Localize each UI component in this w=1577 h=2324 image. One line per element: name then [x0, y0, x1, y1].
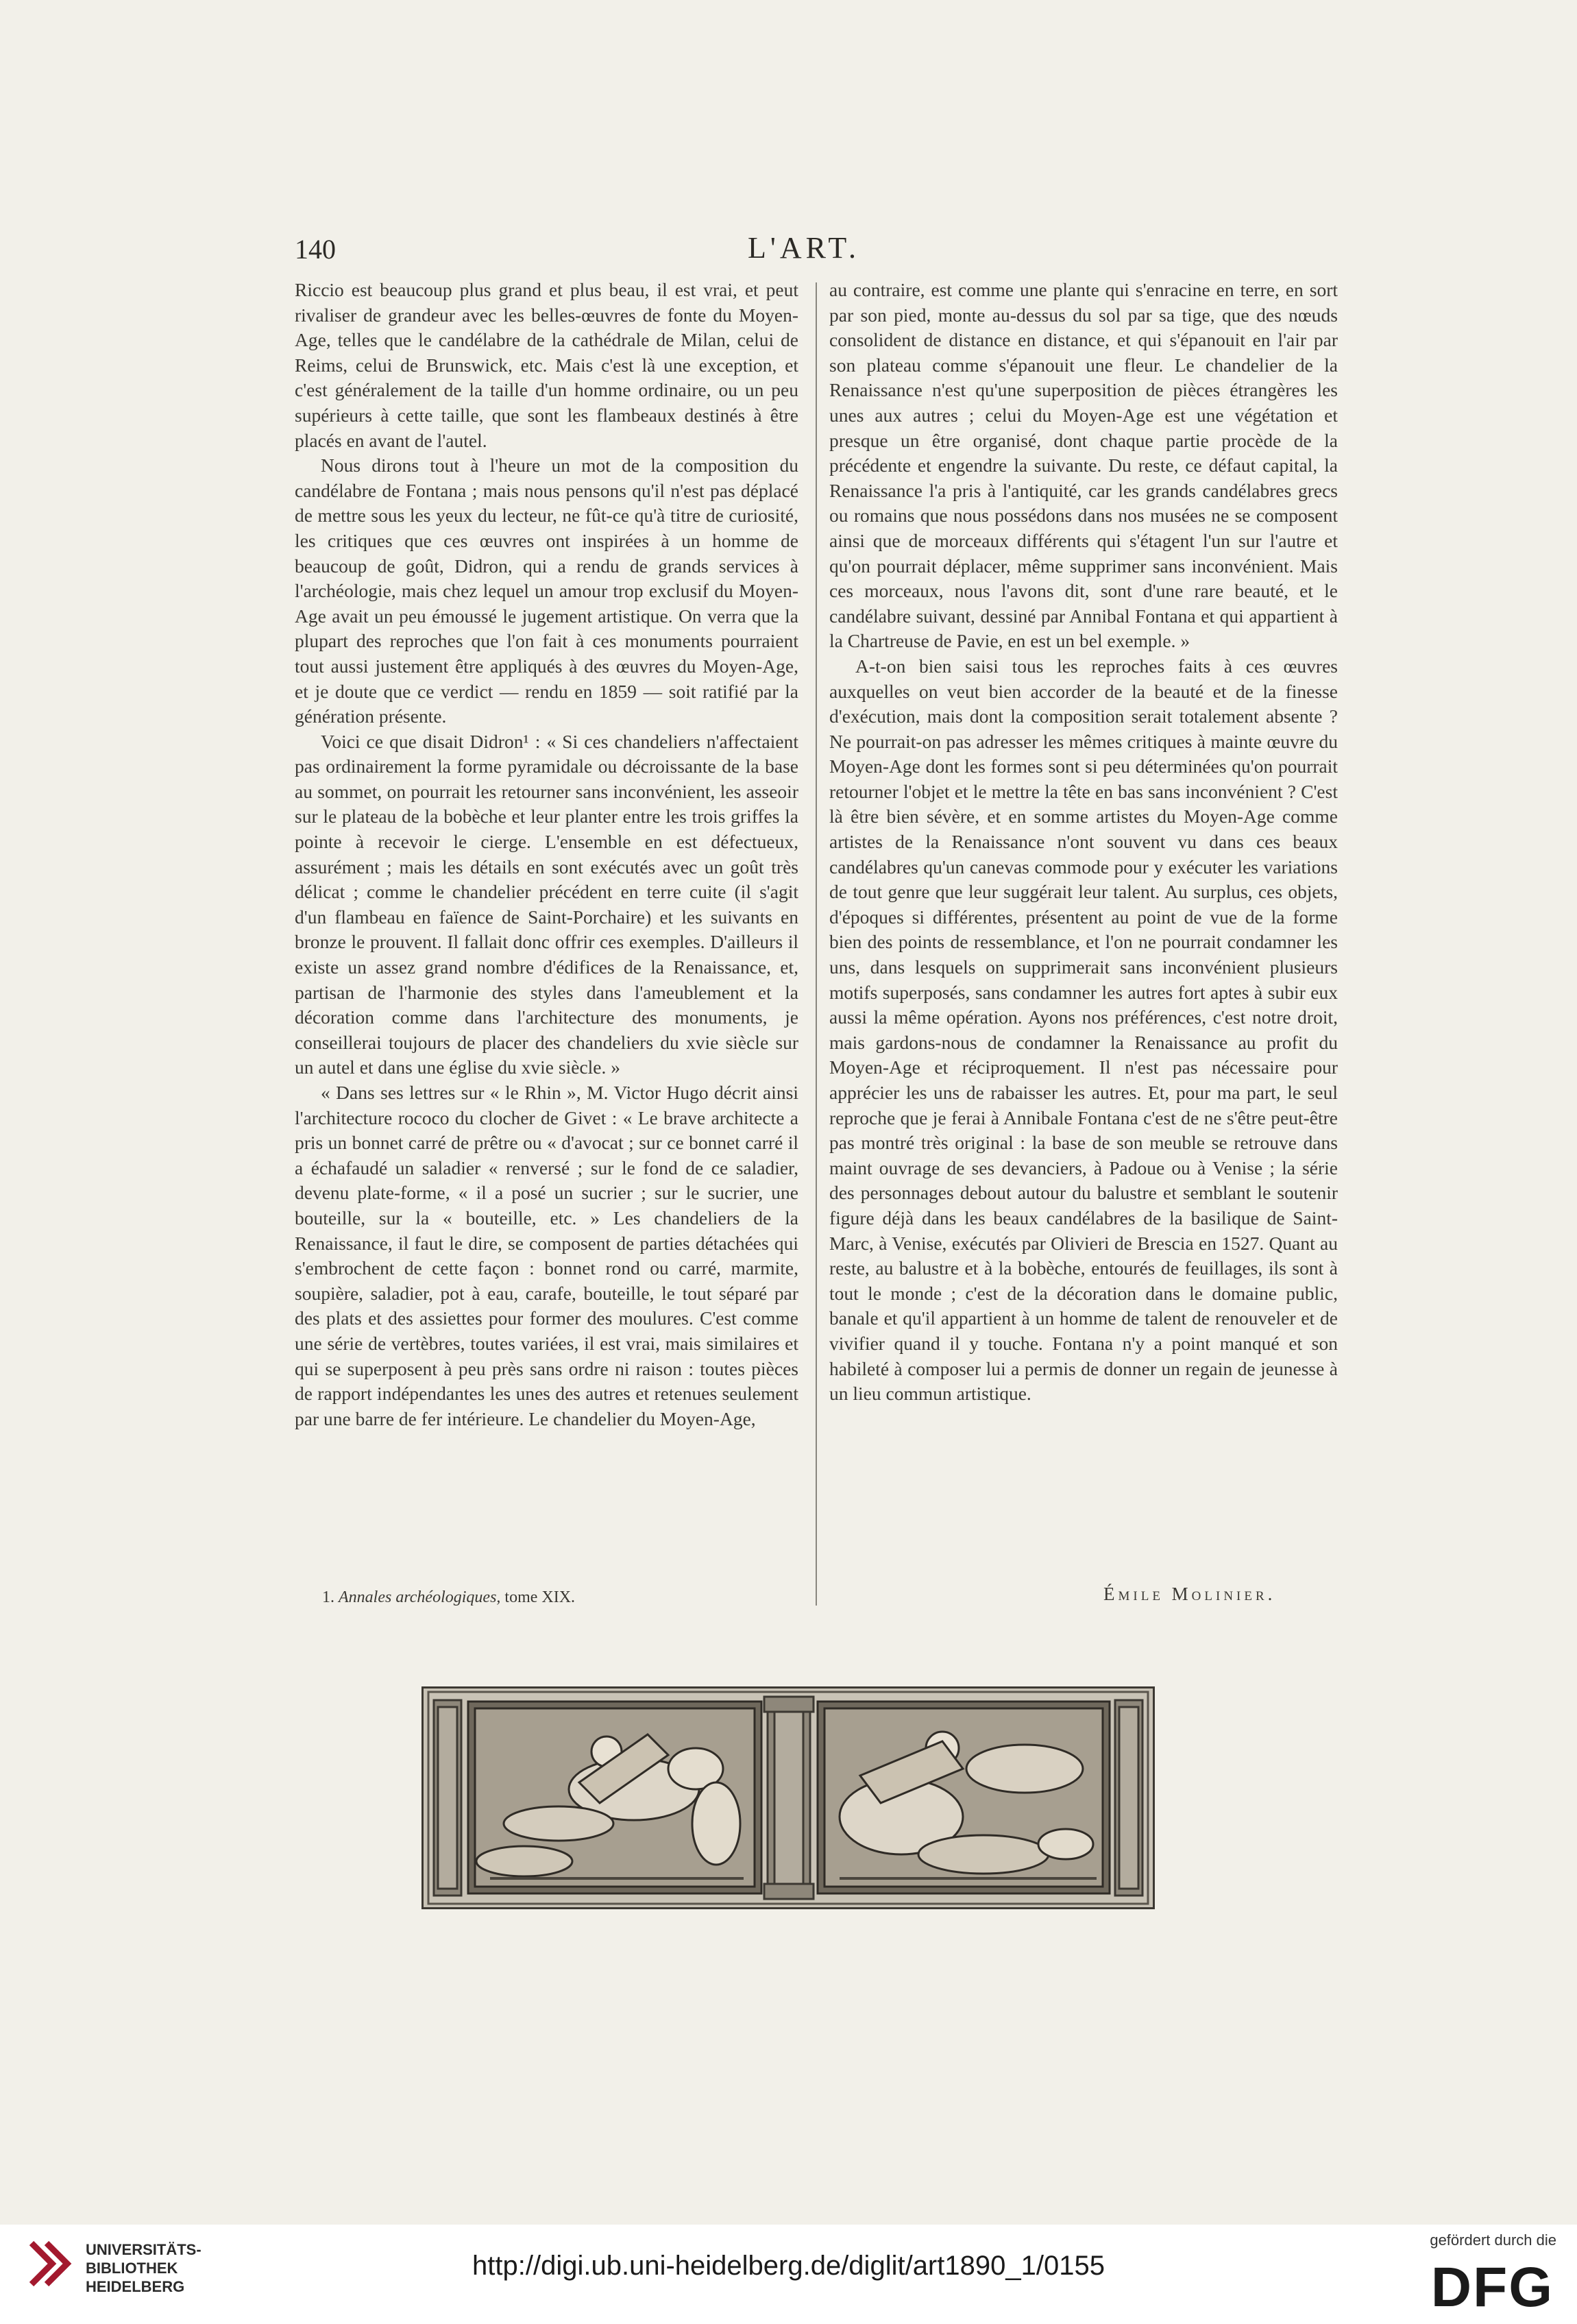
permalink-url[interactable]: http://digi.ub.uni-heidelberg.de/diglit/art1890_1/0155: [472, 2251, 1105, 2281]
left-panel: [468, 1702, 761, 1893]
left-column: [295, 278, 798, 1431]
author-signature: Émile Molinier.: [1103, 1584, 1276, 1604]
footnote: [322, 1588, 575, 1607]
left-pilaster: [434, 1700, 461, 1896]
column-divider: [816, 282, 817, 1606]
relief-engraving: [421, 1686, 1155, 1909]
right-pilaster: [1115, 1700, 1142, 1896]
footnote-rest: tome XIX.: [504, 1588, 576, 1606]
center-pilaster: [764, 1697, 814, 1899]
page-number: 140: [295, 234, 336, 265]
paragraph: Voici ce que disait Didron¹ : « Si ces chandeliers n'affectaient pas ordinairement la forme pyramidale ou décroissante de la base au sommet, on pourrait les retourner sans inconvénient, les asseoir sur le plateau de la bobèche et leur planter entre les trois griffes la pointe à recevoir le cierge. L'ensemble en est défectueux, assurément ; mais les détails en sont exécutés avec un goût très délicat ; comme le chandelier précédent en terre cuite (il s'agit d'un flambeau en faïence de Saint-Porchaire) et les suivants en bronze le prouvent. Il fallait donc offrir ces exemples. D'ailleurs il existe un assez grand nombre d'édifices de la Renaissance, et, partisan de l'harmonie des styles dans l'ameublement et la décoration comme dans l'architecture des monuments, je conseillerai toujours de placer des chandeliers du xvie siècle sur un autel et dans une église du xvie siècle. »: [295, 730, 798, 1078]
paragraph: Riccio est beaucoup plus grand et plus beau, il est vrai, et peut rivaliser de grandeur avec les belles-œuvres de fonte du Moyen-Age, telles que le candélabre de la cathédrale de Milan, celui de Reims, celui de Brunswick, etc. Mais c'est là une exception, et c'est généralement de la taille d'un homme ordinaire, ou un peu supérieurs à cette taille, que sont les flambeaux destinés à être placés en avant de l'autel.: [295, 279, 798, 451]
footnote-number: 1.: [322, 1588, 334, 1606]
right-column: [829, 278, 1338, 1407]
right-panel: [818, 1702, 1110, 1893]
dfg-logo: DFG: [1430, 2256, 1554, 2319]
paragraph: Nous dirons tout à l'heure un mot de la composition du candélabre de Fontana ; mais nous pensons qu'il n'est pas déplacé de mettre sous les yeux du lecteur, ne fût-ce qu'à titre de curiosité, les critiques que ces œuvres ont inspirées à un homme de beaucoup de goût, Didron, qui a rendu de grands services à l'archéologie, mais chez lequel un amour trop exclusif du Moyen-Age avait un peu émoussé le jugement artistique. On verra que la plupart des reproches que l'on fait à ces monuments pourraient tout aussi justement être appliqués à des œuvres du Moyen-Age, et je doute que ce verdict — rendu en 1859 — soit ratifié par la génération présente.: [295, 455, 798, 727]
footnote-title: Annales archéologiques,: [339, 1588, 501, 1606]
paragraph: « Dans ses lettres sur « le Rhin », M. Victor Hugo décrit ainsi l'architecture rococo du clocher de Givet : « Le brave architecte a pris un bonnet carré de prêtre ou « d'avocat ; sur ce bonnet carré il a échafaudé un saladier « renversé ; sur le fond de ce saladier, devenu plate-forme, « il a posé un sucrier ; sur le sucrier, une bouteille, sur la « bouteille, etc. » Les chandeliers de la Renaissance, il faut le dire, se composent de parties détachées qui s'embrochent de cette façon : bonnet rond ou carré, marmite, soupière, saladier, pot à eau, carafe, bouteille, le tout séparé par des plats et des assiettes pour former des moulures. C'est comme une série de vertèbres, toutes variées, il est vrai, mais similaires et qui se superposent à peu près sans ordre ni raison : toutes pièces de rapport indépendantes les unes des autres et retenues seulement par une barre de fer intérieure. Le chandelier du Moyen-Age,: [295, 1082, 798, 1429]
page-header: [291, 233, 1317, 274]
library-name-line: BIBLIOTHEK: [86, 2260, 178, 2277]
library-name-line: UNIVERSITÄTS-: [86, 2241, 201, 2258]
running-title: L'ART.: [748, 231, 860, 265]
funder-caption: gefördert durch die: [1430, 2231, 1556, 2249]
library-name-line: HEIDELBERG: [86, 2278, 185, 2295]
paragraph: au contraire, est comme une plante qui s'enracine en terre, en sort par son pied, monte au-dessus du sol par sa tige, que des nœuds consolident de distance en distance, et qui s'épanouit en l'air par son plateau comme s'épanouit une fleur. Le chandelier de la Renaissance n'est qu'une superposition de pièces étrangères les unes aux autres ; celui du Moyen-Age est une végétation et presque un être organisé, dont chaque partie procède de la précédente et engendre la suivante. Du reste, ce défaut capital, la Renaissance l'a pris à l'antiquité, car les grands candélabres grecs ou romains que nous possédons dans nos musées ne se composent ainsi que de morceaux différents qui s'étagent l'un sur l'autre et qu'on pourrait déplacer, même supprimer sans inconvénient. Mais ces morceaux, nous l'avons dit, sont d'une rare beauté, et le candélabre suivant, dessiné par Annibal Fontana et qui appartient à la Chartreuse de Pavie, en est un bel exemple. »: [829, 279, 1338, 652]
paragraph: A-t-on bien saisi tous les reproches faits à ces œuvres auxquelles on veut bien accorder de la beauté et de la finesse d'exécution, mais dont la composition serait totalement absente ? Ne pourrait-on pas adresser les mêmes critiques à mainte œuvre du Moyen-Age dont les formes sont si peu déterminées qu'on pourrait retourner l'objet et le mettre la tête en bas sans inconvénient ? C'est là être bien sévère, et en somme artistes du Moyen-Age comme artistes de la Renaissance n'ont souvent vu dans ces beaux candélabres qu'un canevas commode pour y exécuter les variations de tout genre que leur suggérait leur talent. Au surplus, ces objets, d'époques si différentes, présentent au point de vue de la forme bien des points de ressemblance, et l'on ne pourrait condamner les uns, dans lesquels on supprimerait sans inconvénient plusieurs motifs superposés, sans condamner les autres fort aptes à subir eux aussi la même opération. Ayons nos préférences, c'est notre droit, mais gardons-nous de condamner la Renaissance au profit du Moyen-Age et réciproquement. Il n'est pas nécessaire pour apprécier les uns de rabaisser les autres. Et, pour ma part, le seul reproche que je ferai à Annibale Fontana c'est de ne s'être peut-être pas montré très original : la base de son meuble se retrouve dans maint ouvrage de ses devanciers, à Padoue ou à Venise ; la série des personnages debout autour du balustre et semblant le soutenir figure déjà dans les beaux candélabres de la basilique de Saint-Marc, à Venise, exécutés par Olivieri de Brescia en 1527. Quant au reste, au balustre et à la bobèche, entourés de feuillages, ils sont à tout le monde ; c'est de la décoration dans le domaine public, banale et qu'il appartient à un homme de talent de renouveler et de vivifier quand il y touche. Fontana n'y a point manqué et son habileté à composer lui a permis de donner un regain de jeunesse à un lieu commun artistique.: [829, 655, 1338, 1405]
